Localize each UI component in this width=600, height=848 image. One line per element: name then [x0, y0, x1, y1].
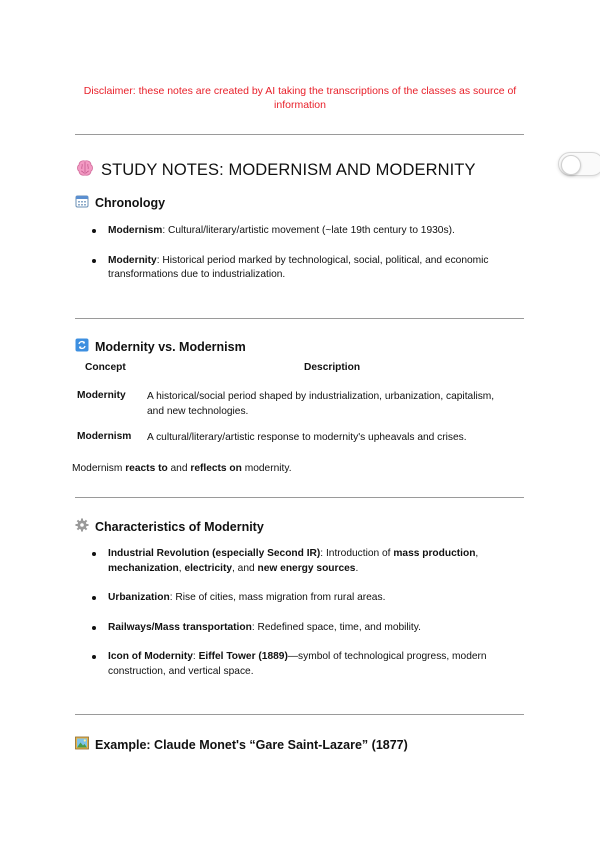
list-item [90, 254, 526, 283]
comparison-summary [72, 463, 292, 474]
divider [75, 497, 524, 498]
item-term: Modernity [108, 254, 157, 266]
item-text: , [475, 548, 479, 559]
summary-text: Modernism [72, 463, 126, 474]
item-term: Railways/Mass transportation [108, 621, 252, 633]
item-text: : [192, 651, 199, 662]
list-item [90, 650, 526, 679]
item-text: : Historical period marked by technological, social, political, and economic transformations due to industrialization. [108, 254, 489, 280]
summary-bold: reflects on [190, 463, 242, 474]
summary-text: and [167, 463, 191, 474]
gear-icon [75, 518, 89, 535]
divider [75, 714, 524, 715]
picture-icon [75, 736, 89, 753]
heading-example-text: Example: Claude Monet's “Gare Saint-Lazare” (1877) [95, 737, 408, 752]
item-text: , and [232, 562, 258, 574]
heading-comparison [75, 338, 246, 355]
table-cell-concept: Modernity [77, 390, 126, 401]
toggle-switch[interactable] [558, 152, 600, 176]
heading-comparison-text: Modernity vs. Modernism [95, 339, 246, 354]
item-bold: new energy sources [257, 562, 356, 574]
chronology-list [90, 224, 526, 298]
page-title-text: STUDY NOTES: MODERNISM AND MODERNITY [101, 161, 476, 179]
item-text: : Rise of cities, mass migration from rural areas. [169, 592, 386, 603]
heading-characteristics [75, 518, 264, 535]
item-bold: mechanization [108, 562, 179, 574]
item-term: Modernism [108, 225, 163, 236]
table-cell-concept: Modernism [77, 431, 132, 442]
table-header-description: Description [304, 362, 361, 373]
item-bold: Eiffel Tower (1889) [198, 651, 288, 662]
disclaimer-text: Disclaimer: these notes are created by AI taking the transcriptions of the classes as source of information [83, 85, 517, 111]
table-cell-description: A cultural/literary/artistic response to modernity's upheavals and crises. [147, 432, 467, 443]
list-item [90, 621, 526, 636]
list-item [90, 547, 526, 576]
page-title [75, 158, 476, 183]
list-item [90, 591, 526, 606]
divider [75, 318, 524, 319]
heading-characteristics-text: Characteristics of Modernity [95, 519, 264, 534]
item-term: Industrial Revolution (especially Second IR) [108, 548, 321, 559]
item-text: : Introduction of [320, 548, 394, 559]
list-item [90, 224, 526, 239]
table-cell-description: A historical/social period shaped by industrialization, urbanization, capitalism, and new technologies. [147, 391, 495, 417]
item-term: Icon of Modernity [108, 651, 193, 662]
brain-icon [75, 158, 95, 183]
table-header-concept: Concept [85, 362, 126, 373]
characteristics-list [90, 547, 526, 694]
item-bold: mass production [393, 548, 476, 559]
item-text: —symbol of technological progress, modern construction, and vertical space. [108, 651, 487, 677]
divider [75, 134, 524, 135]
arrows-cycle-icon [75, 338, 89, 355]
item-text: , [178, 562, 185, 574]
item-text: : Redefined space, time, and mobility. [251, 621, 421, 633]
summary-bold: reacts to [125, 463, 168, 474]
toggle-knob[interactable] [561, 155, 581, 175]
item-text: . [355, 562, 359, 574]
heading-chronology [75, 194, 165, 211]
heading-chronology-text: Chronology [95, 195, 166, 210]
calendar-icon [75, 194, 89, 211]
item-term: Urbanization [108, 592, 170, 603]
item-bold: electricity [184, 562, 233, 574]
heading-example [75, 736, 408, 753]
summary-text: modernity. [241, 463, 292, 474]
item-text: : Cultural/literary/artistic movement (~late 19th century to 1930s). [162, 225, 455, 236]
